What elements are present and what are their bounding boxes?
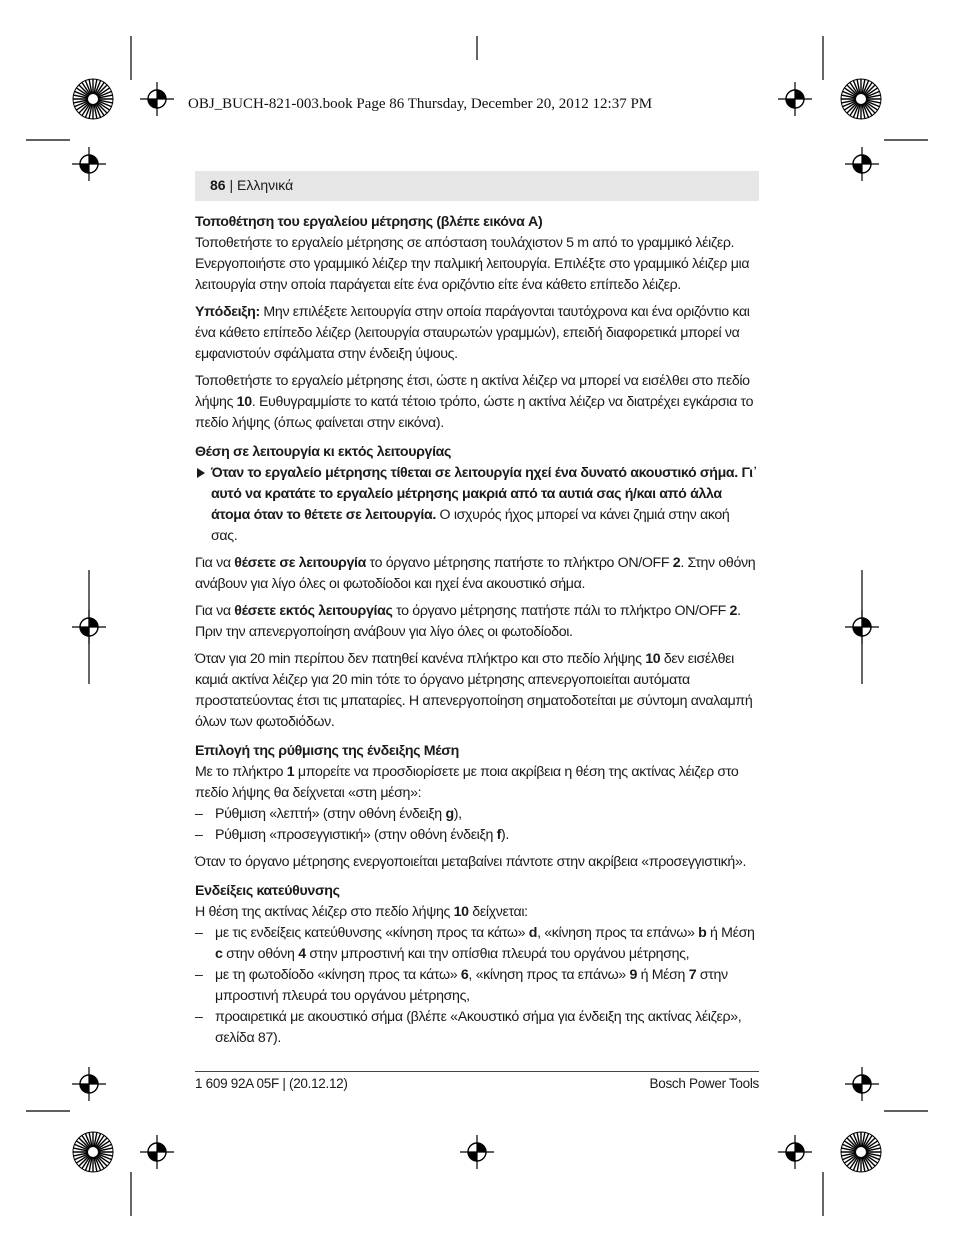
text-fragment: με τη φωτοδίοδο «κίνηση προς τα κάτω» (215, 967, 461, 983)
paragraph-switch-off (195, 601, 759, 643)
paragraph-default-accuracy: Όταν το όργανο μέτρησης ενεργοποιείται μεταβαίνει πάντοτε στην ακρίβεια «προσεγγιστική». (195, 854, 747, 870)
heading-on-off: Θέση σε λειτουργία κι εκτός λειτουργίας (195, 444, 452, 460)
ref-number: 7 (688, 967, 697, 983)
ref-number: 1 (286, 764, 295, 780)
paragraph-switch-on (195, 553, 759, 595)
text-fragment: Όταν για 20 min περίπου δεν πατηθεί κανένα πλήκτρο και στο πεδίο λήψης (195, 651, 646, 667)
text-fragment: δεν εισέλθει καμιά ακτίνα λέιζερ για 20 min τότε το όργανο μέτρησης απενεργοποιείται αυτόματα προστατεύοντας έτσι τις μπαταρίες. Η απενεργοποίηση σηματοδοτείται με σύντομη αναλαμπή όλων των φωτοδιόδων. (195, 651, 753, 730)
text-fragment: στην μπροστινή πλευρά του οργάνου μέτρησης, (215, 967, 728, 1004)
text-fragment: . Ευθυγραμμίστε το κατά τέτοιο τρόπο, ώστε η ακτίνα λέιζερ να διατρέχει εγκάρσια το πεδίο λήψης (όπως φαίνεται στην εικόνα). (195, 394, 754, 431)
note-text: Μην επιλέξετε λειτουργία στην οποία παράγονται ταυτόχρονα και ένα οριζόντιο και ένα κάθετο επίπεδο λέιζερ (λειτουργία σταυρωτών γραμμών), επειδή διαφορετικά μπορεί να εμφανιστούν σφάλματα στην ένδειξη ύψους. (195, 304, 750, 362)
text-fragment: Για να (195, 603, 235, 619)
list-item (195, 965, 759, 1007)
text-fragment: Ρύθμιση «λεπτή» (στην οθόνη ένδειξη (215, 806, 446, 822)
list-item (195, 825, 759, 846)
text-fragment: ). (500, 827, 509, 843)
text-fragment: ή Μέση (706, 925, 755, 941)
ref-number: 10 (453, 904, 469, 920)
ref-number: 9 (629, 967, 637, 983)
text-fragment: Η θέση της ακτίνας λέιζερ στο πεδίο λήψης (195, 904, 454, 920)
text-fragment: ή Μέση (636, 967, 689, 983)
footer-brand: Bosch Power Tools (649, 1076, 759, 1091)
text-fragment: Για να (195, 555, 235, 571)
ref-letter: f (496, 827, 501, 843)
main-content (195, 212, 759, 1055)
page-header (210, 177, 293, 193)
text-fragment: . Πριν την απενεργοποίηση ανάβουν για λίγο όλες οι φωτοδίοδοι. (195, 603, 741, 640)
note-label: Υπόδειξη: (195, 304, 260, 320)
text-emphasis: θέσετε εκτός λειτουργίας (234, 603, 393, 619)
ref-letter: b (698, 925, 707, 941)
ref-number: 10 (645, 651, 661, 667)
text-fragment: στην οθόνη (222, 946, 299, 962)
ref-number: 4 (298, 946, 306, 962)
text-emphasis: θέσετε σε λειτουργία (234, 555, 366, 571)
page-number: 86 (210, 177, 226, 193)
text-fragment: με τις ενδείξεις κατεύθυνσης «κίνηση προς τα κάτω» (215, 925, 529, 941)
ref-letter: d (528, 925, 538, 941)
text-fragment: δείχνεται: (468, 904, 528, 920)
list-item (195, 804, 759, 825)
text-fragment: Ρύθμιση «προσεγγιστική» (στην οθόνη ένδειξη (215, 827, 497, 843)
text-fragment: στην μπροστινή και την οπίσθια πλευρά του οργάνου μέτρησης, (305, 946, 690, 962)
ref-letter: g (445, 806, 454, 822)
text-fragment: . Στην οθόνη ανάβουν για λίγο όλες οι φωτοδίοδοι και ηχεί ένα ακουστικό σήμα. (195, 555, 756, 592)
ref-number: 6 (460, 967, 469, 983)
paragraph-positioning: Τοποθετήστε το εργαλείο μέτρησης σε απόσταση τουλάχιστον 5 m από το γραμμικό λέιζερ. Ενεργοποιήστε στο γραμμικό λέιζερ την παλμική λειτουργία. Επιλέξτε στο γραμμικό λέιζερ μια λειτουργία στην οποία παράγεται είτε ένα οριζόντιο είτε ένα κάθετο επίπεδο λέιζερ. (195, 235, 750, 293)
text-fragment: , «κίνηση προς τα επάνω» (468, 967, 630, 983)
footer-doc-id: 1 609 92A 05F | (20.12.12) (195, 1076, 348, 1091)
ref-number: 2 (729, 603, 738, 619)
text-fragment: το όργανο μέτρησης πατήστε το πλήκτρο ON/OFF (365, 555, 673, 571)
book-header: OBJ_BUCH-821-003.book Page 86 Thursday, December 20, 2012 12:37 PM (188, 96, 653, 112)
paragraph-align (195, 371, 759, 434)
paragraph-center-setting (195, 762, 759, 804)
text-fragment: μπορείτε να προσδιορίσετε με ποια ακρίβεια η θέση της ακτίνας λέιζερ στο πεδίο λήψης θα δείχνεται «στη μέση»: (195, 764, 739, 801)
ref-number: 2 (672, 555, 681, 571)
text-fragment: το όργανο μέτρησης πατήστε πάλι το πλήκτρο ON/OFF (392, 603, 730, 619)
list-item: – προαιρετικά με ακουστικό σήμα (βλέπε «Ακουστικό σήμα για ένδειξη της ακτίνας λέιζερ», σελίδα 87). (195, 1007, 759, 1049)
direction-list (195, 923, 759, 1049)
warning-bold-text: Όταν το εργαλείο μέτρησης τίθεται σε λειτουργία ηχεί ένα δυνατό ακουστικό σήμα. Γι᾽ αυτό να κρατάτε το εργαλείο μέτρησης μακριά από τα αυτιά σας ή/και από άλλα άτομα όταν το θέτετε σε λειτουργία. (211, 465, 758, 523)
ref-number: 10 (236, 394, 252, 410)
heading-center-setting: Επιλογή της ρύθμισης της ένδειξης Μέση (195, 743, 459, 759)
list-item (195, 923, 759, 965)
safety-warning (195, 463, 759, 547)
page-separator: | (229, 177, 234, 193)
page-header-band (195, 171, 759, 201)
warning-text: Ο ισχυρός ήχος μπορεί να κάνει ζημιά στην ακοή σας. (211, 507, 730, 544)
paragraph-note (195, 302, 759, 365)
text-fragment: ), (453, 806, 462, 822)
heading-positioning: Τοποθέτηση του εργαλείου μέτρησης (βλέπε εικόνα A) (195, 214, 543, 230)
ref-letter: c (215, 946, 223, 962)
paragraph-auto-off (195, 649, 759, 733)
footer-rule (195, 1071, 759, 1072)
heading-direction-indicators: Ενδείξεις κατεύθυνσης (195, 883, 340, 899)
text-fragment: , «κίνηση προς τα επάνω» (537, 925, 699, 941)
warning-triangle-icon (197, 468, 205, 478)
text-fragment: Τοποθετήστε το εργαλείο μέτρησης έτσι, ώστε η ακτίνα λέιζερ να μπορεί να εισέλθει στο πεδίο λήψης (195, 373, 750, 410)
page-language: Ελληνικά (237, 177, 294, 193)
center-setting-list (195, 804, 759, 846)
text-fragment: Με το πλήκτρο (195, 764, 287, 780)
paragraph-direction-intro (195, 902, 759, 923)
